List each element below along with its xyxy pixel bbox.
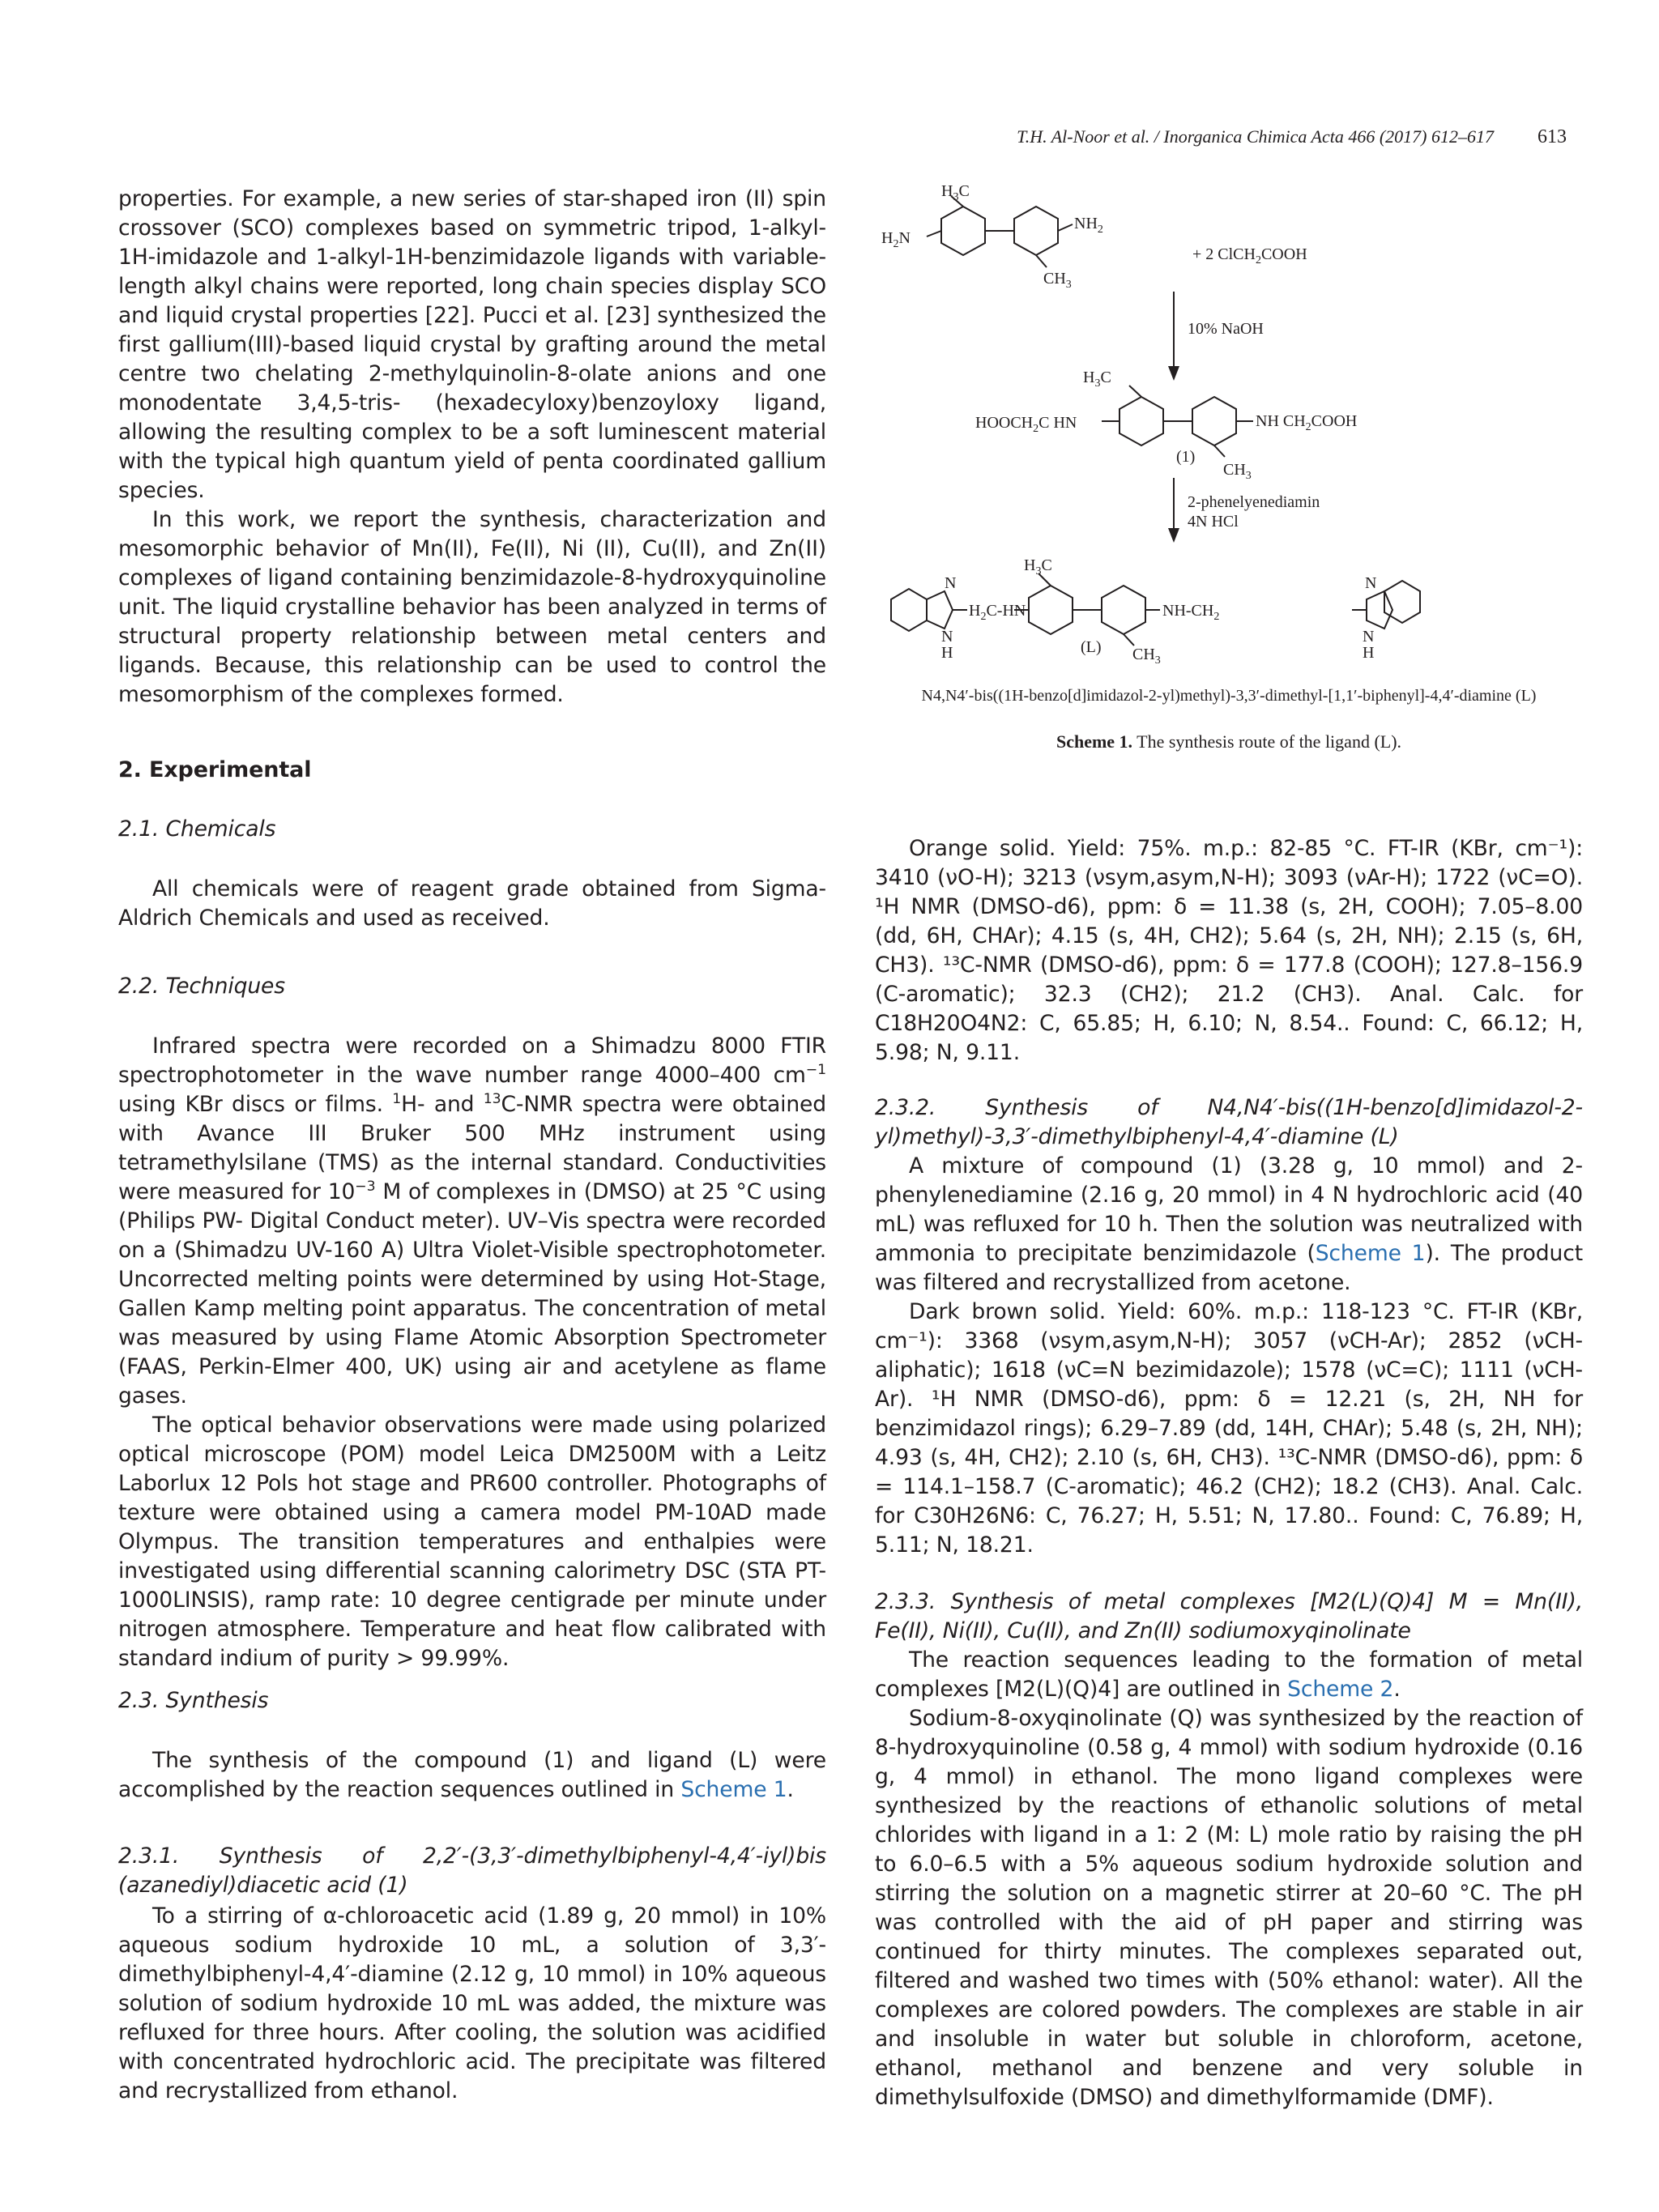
section-2-3-1: 2.3.1. Synthesis of 2,2′-(3,3′-dimethylbiphenyl-4,4′-iyl)bis (azanediyl)diacetic acid (1) — [118, 1843, 826, 1898]
nh2-label: $NH_2$ — [1074, 215, 1103, 236]
reagent-chloroacetic: + 2 ClCH$_2$COOH — [1192, 245, 1307, 266]
nh-ch2-label: $NH-CH_2$ — [1162, 602, 1220, 623]
condition-naoh: 10% NaOH — [1188, 320, 1264, 338]
techniques-block — [118, 1032, 826, 1673]
condition-diamine: 2-phenelyenediamin — [1188, 493, 1320, 511]
block-2-3-2 — [875, 1152, 1583, 1560]
ligand-label: (L) — [1081, 638, 1102, 656]
h-label-1: H — [941, 644, 953, 662]
section-techniques: 2.2. Techniques — [118, 974, 285, 999]
section-experimental: 2. Experimental — [118, 757, 312, 782]
section-synthesis: 2.3. Synthesis — [118, 1688, 269, 1713]
paragraph-this-work: In this work, we report the synthesis, characterization and mesomorphic behavior of Mn(II), Fe(II), Ni (II), Cu(II), and Zn(II) complexes of ligand containing benzimidazole-8-hydroxyquinoline unit. The liquid crystalline behavior has been analyzed in terms of structural property relationship between metal centers and ligands. Because, this relationship can be used to control the mesomorphism of the complexes formed. — [118, 507, 826, 707]
paragraph-optical: The optical behavior observations were made using polarized optical microscope (POM) model Leica DM2500M with a Leitz Laborlux 12 Pols hot stage and PR600 controller. Photographs of texture were obtained using a camera model PM-10AD made Olympus. The transition temperatures and enthalpies were investigated using differential scanning calorimetry DSC (STA PT-1000LINSIS), ramp rate: 10 degree centigrade per minute under nitrogen atmosphere. Temperature and heat flow calibrated with standard indium of purity > 99.99%. — [118, 1413, 826, 1671]
scheme1-link-2[interactable]: Scheme 1 — [1315, 1241, 1426, 1266]
n-label-3: N — [1365, 574, 1377, 592]
h2n-label: $H_2N$ — [881, 229, 911, 250]
ch3-label-1: $H_3C$ — [941, 182, 970, 203]
paragraph-techniques: Infrared spectra were recorded on a Shimadzu 8000 FTIR spectrophotometer in the wave number range 4000–400 $cm^{-1}$ using KBr discs or films. $^1$H- and $^{13}$C-NMR spectra were obtained with Avance III Bruker 500 MHz instrument using tetramethylsilane (TMS) as the internal standard. Conductivities were measured for $10^{-3}$ M of complexes in (DMSO) at 25 °C using (Philips PW- Digital Conduct meter). UV–Vis spectra were recorded on a (Shimadzu UV-160 A) Ultra Violet-Visible spectrophotometer. Uncorrected melting points were determined by using Hot-Stage, Gallen Kamp melting point apparatus. The concentration of metal was measured by using Flame Atomic Absorption Spectrometer (FAAS, Perkin-Elmer 400, UK) using air and acetylene as flame gases. — [118, 1034, 827, 1409]
block-2-3-3 — [875, 1646, 1583, 2112]
paragraph-dark-brown: Dark brown solid. Yield: 60%. m.p.: 118-123 °C. FT-IR (KBr, cm⁻¹): 3368 (νsym,asym,N-H); 3057 (νCH-Ar); 2852 (νCH-aliphatic); 1618 (νC=N bezimidazole); 1578 (νC=C); 1111 (νCH-Ar). ¹H NMR (DMSO-d6), ppm: δ = 12.21 (s, 2H, NH for benzimidazol rings); 6.29–7.89 (dd, 14H, CHAr); 5.48 (s, 2H, NH); 4.93 (s, 4H, CH2); 2.10 (s, 6H, CH3). ¹³C-NMR (DMSO-d6), ppm: δ = 114.1–158.7 (C-aromatic); 46.2 (CH2); 18.2 (CH3). Anal. Calc. for C30H26N6: C, 76.27; H, 5.51; N, 17.80.. Found: C, 76.89; H, 5.11; N, 18.21. — [875, 1299, 1583, 1558]
page-number: 613 — [1537, 126, 1567, 147]
journal-citation: T.H. Al-Noor et al. / Inorganica Chimica Acta 466 (2017) 612–617 — [1017, 126, 1494, 147]
ch3-label-3: $H_3C$ — [1083, 369, 1111, 390]
paragraph-intro: properties. For example, a new series of star-shaped iron (II) spin crossover (SCO) complexes based on symmetric tripod, 1-alkyl-1H-imidazole and 1-alkyl-1H-benzimidazole ligands with variable-length alkyl chains were reported, long chain species display SCO and liquid crystal properties [22]. Pucci et al. [23] synthesized the first gallium(III)-based liquid crystal by grafting around the metal centre two chelating 2-methylquinolin-8-olate anions and one monodentate 3,4,5-tris- (hexadecyloxy)benzoyloxy ligand, allowing the resulting complex to be a soft luminescent material with the typical high quantum yield of penta coordinated gallium species. — [118, 186, 826, 503]
h-label-2: H — [1363, 644, 1375, 662]
arrow-head-2 — [1168, 528, 1179, 543]
ch3-label-5: $H_3C$ — [1024, 556, 1052, 578]
section-chemicals: 2.1. Chemicals — [118, 816, 276, 842]
ch3-label-2: $CH_3$ — [1043, 270, 1072, 291]
paragraph-2-3-1: To a stirring of α-chloroacetic acid (1.89 g, 20 mmol) in 10% aqueous sodium hydroxide 10 mL, a solution of 3,3′-dimethylbiphenyl-4,4′-diamine (2.12 g, 10 mmol) in 10% aqueous solution of sodium hydroxide 10 mL was added, the mixture was refluxed for three hours. After cooling, the solution was acidified with concentrated hydrochloric acid. The precipitate was filtered and recrystallized from ethanol. — [118, 1903, 826, 2103]
scheme-caption: Scheme 1. The synthesis route of the ligand (L). — [1056, 731, 1402, 752]
h2c-hn-label: $H_2C-HN$ — [969, 602, 1026, 623]
scheme2-link[interactable]: Scheme 2 — [1287, 1677, 1394, 1702]
left-column — [118, 185, 826, 710]
n-label-4: N — [1363, 628, 1375, 646]
n-label-2: N — [941, 628, 953, 646]
paragraph-chemicals: All chemicals were of reagent grade obtained from Sigma-Aldrich Chemicals and used as received. — [118, 876, 826, 931]
ch3-label-4: $CH_3$ — [1223, 461, 1252, 482]
scheme-1-figure — [881, 182, 1589, 769]
ligand-name: N4,N4′-bis((1H-benzo[d]imidazol-2-yl)methyl)-3,3′-dimethyl-[1,1′-biphenyl]-4,4′-diamine (L) — [921, 687, 1537, 705]
paragraph-synthesis: The synthesis of the compound (1) and ligand (L) were accomplished by the reaction sequences outlined in Scheme 1. — [118, 1748, 826, 1802]
scheme1-link[interactable]: Scheme 1 — [680, 1777, 787, 1802]
section-2-3-3: 2.3.3. Synthesis of metal complexes [M2(L)(Q)4] M = Mn(II), Fe(II), Ni(II), Cu(II), and Zn(II) sodiumoxyqinolinate — [875, 1589, 1583, 1643]
nhch2cooh-label: NH $CH_2COOH$ — [1256, 412, 1358, 433]
section-2-3-2: 2.3.2. Synthesis of N4,N4′-bis((1H-benzo[d]imidazol-2-yl)methyl)-3,3′-dimethylbiphenyl-4,4′-diamine (L) — [875, 1095, 1583, 1149]
compound-1-label: (1) — [1176, 448, 1196, 466]
paragraph-2-3-2: A mixture of compound (1) (3.28 g, 10 mmol) and 2-phenylenediamine (2.16 g, 20 mmol) in 4 N hydrochloric acid (40 mL) was refluxed for 10 h. Then the solution was neutralized with ammonia to precipitate benzimidazole (Scheme 1). The product was filtered and recrystallized from acetone. — [875, 1153, 1583, 1295]
n-label-1: N — [945, 574, 957, 592]
paragraph-2-3-3: The reaction sequences leading to the formation of metal complexes [M2(L)(Q)4] are outlined in Scheme 2. — [875, 1647, 1583, 1702]
arrow-head-1 — [1168, 366, 1179, 381]
running-header — [0, 126, 1659, 159]
hoocch2hn-label: $HOOCH_2C$ HN — [975, 414, 1077, 435]
paragraph-orange-solid: Orange solid. Yield: 75%. m.p.: 82-85 °C. FT-IR (KBr, cm⁻¹): 3410 (νO-H); 3213 (νsym,asym,N-H); 3093 (νAr-H); 1722 (νC=O). ¹H NMR (DMSO-d6), ppm: δ = 11.38 (s, 2H, COOH); 7.05–8.00 (dd, 6H, CHAr); 4.15 (s, 4H, CH2); 5.64 (s, 2H, NH); 2.15 (s, 6H, CH3). ¹³C-NMR (DMSO-d6), ppm: δ = 177.8 (COOH); 127.8–156.9 (C-aromatic); 32.3 (CH2); 21.2 (CH3). Anal. Calc. for C18H20O4N2: C, 65.85; H, 6.10; N, 8.54.. Found: C, 66.12; H, 5.98; N, 9.11. — [875, 836, 1583, 1065]
paragraph-oxyqinolinate: Sodium-8-oxyqinolinate (Q) was synthesized by the reaction of 8-hydroxyquinoline (0.58 g, 4 mmol) with sodium hydroxide (0.16 g, 4 mmol) in ethanol. The mono ligand complexes were synthesized by the reactions of ethanolic solutions of metal chlorides with ligand in a 1: 2 (M: L) mole ratio by raising the pH to 6.0–6.5 with a 5% aqueous sodium hydroxide solution and stirring the solution on a magnetic stirrer at 20–60 °C. The pH was controlled with the aid of pH paper and stirring was continued for thirty minutes. The complexes separated out, filtered and washed two times with (50% ethanol: water). All the complexes are colored powders. The complexes are stable in air and insoluble in water but soluble in chloroform, acetone, ethanol, methanol and benzene and very soluble in dimethylsulfoxide (DMSO) and dimethylformamide (DMF). — [875, 1706, 1583, 2110]
condition-hcl: 4N HCl — [1188, 513, 1239, 531]
ch3-label-6: $CH_3$ — [1132, 646, 1161, 667]
compound-1 — [1102, 386, 1253, 457]
reactant-diamine — [927, 196, 1073, 267]
